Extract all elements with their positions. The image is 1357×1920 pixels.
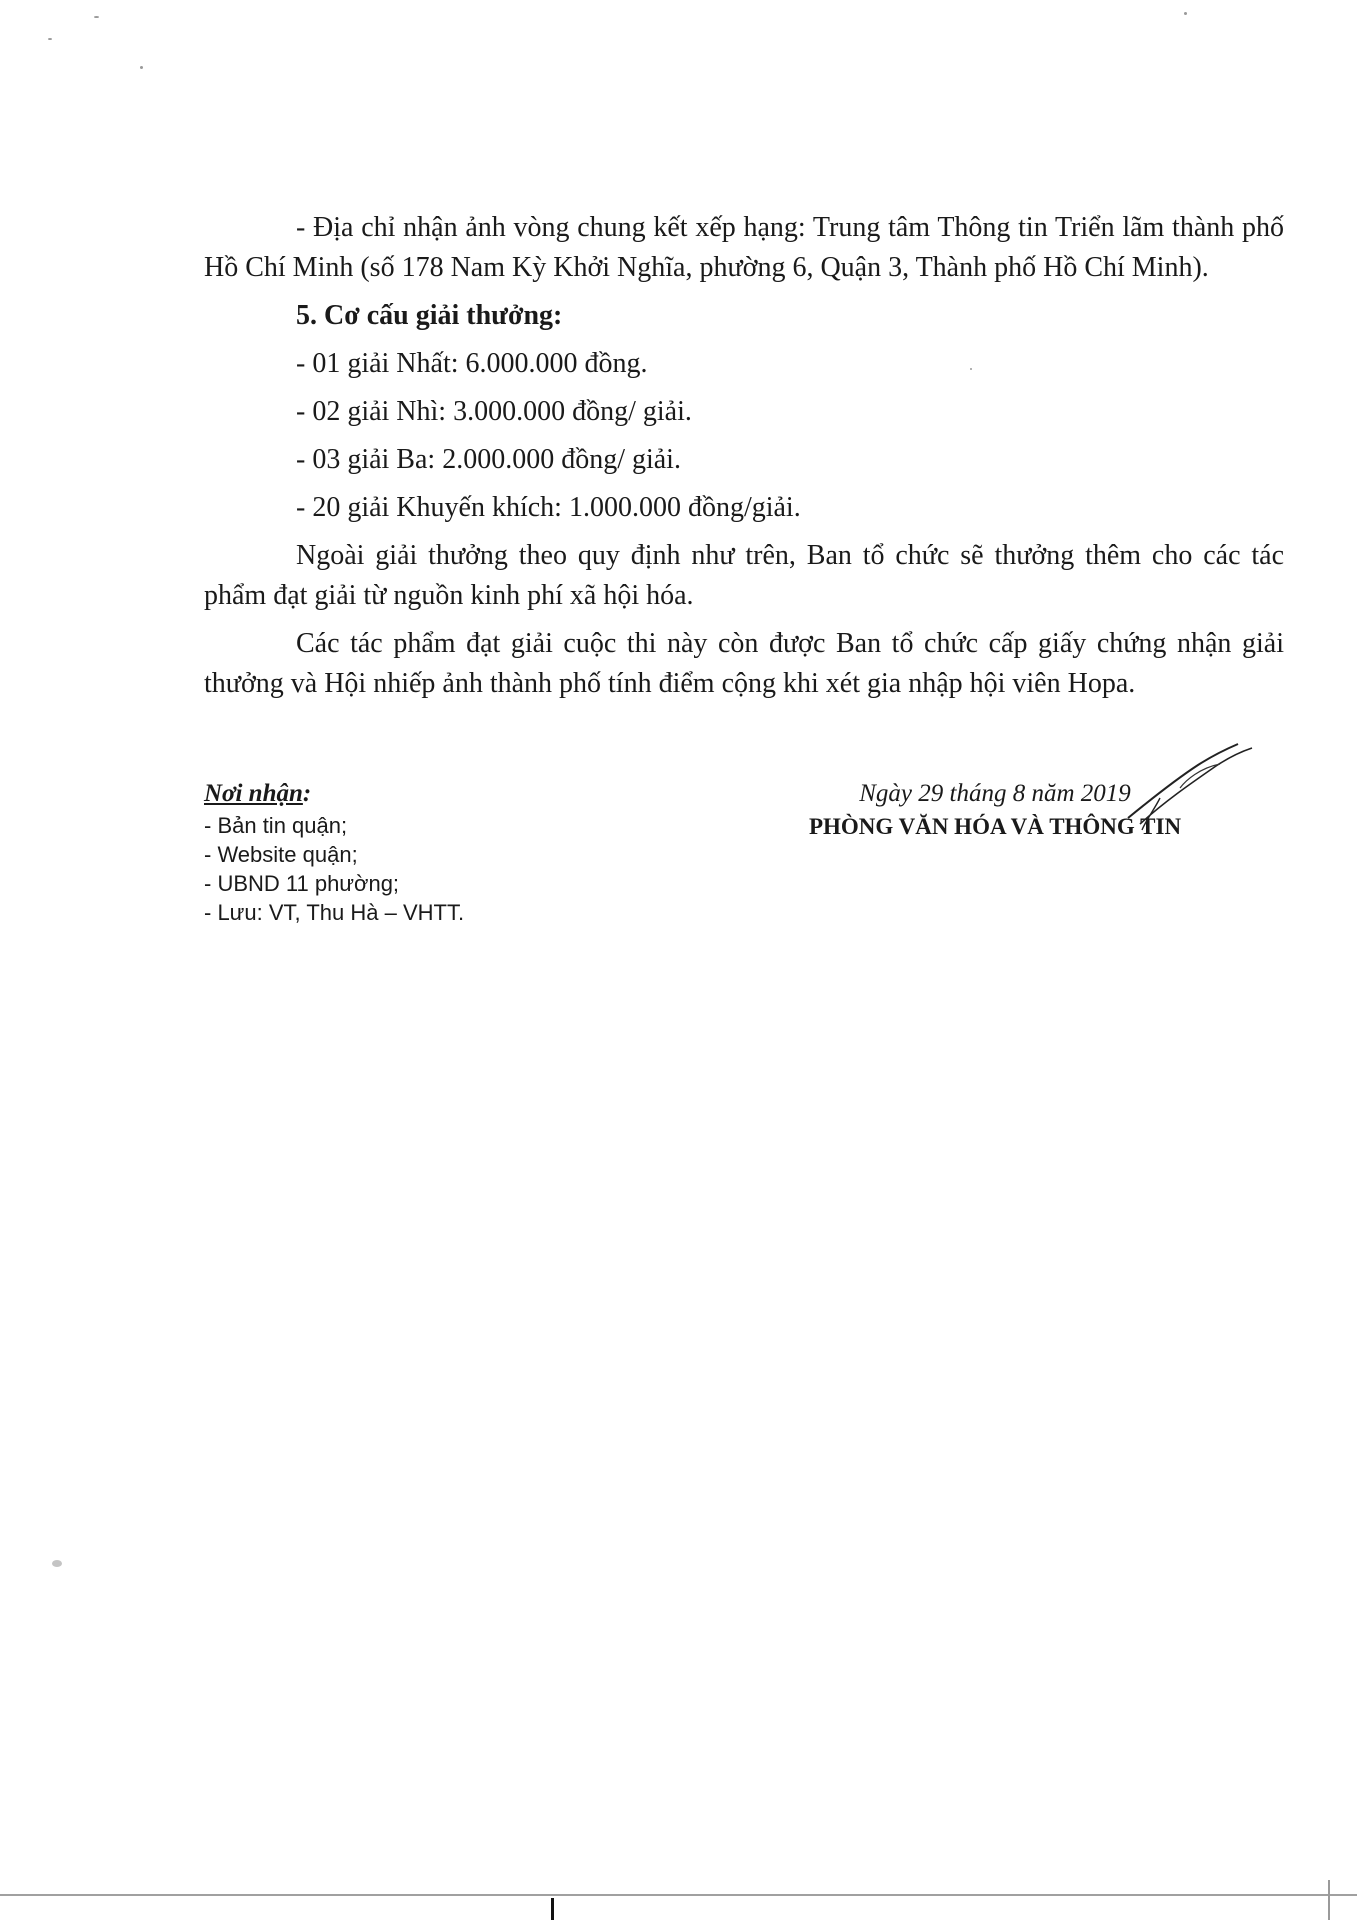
scan-speck bbox=[1184, 12, 1187, 15]
scan-center-mark bbox=[551, 1898, 554, 1920]
recipient-item: - Lưu: VT, Thu Hà – VHTT. bbox=[204, 900, 465, 925]
prize-structure-heading: 5. Cơ cấu giải thưởng: bbox=[296, 300, 563, 331]
scan-edge-mark bbox=[1328, 1880, 1330, 1920]
prize-first: - 01 giải Nhất: 6.000.000 đồng. bbox=[296, 348, 648, 379]
signature-date: Ngày 29 tháng 8 năm 2019 bbox=[859, 780, 1131, 807]
recipient-item: - UBND 11 phường; bbox=[204, 871, 400, 896]
scan-speck bbox=[970, 368, 972, 370]
scan-border-line bbox=[0, 1894, 1357, 1896]
prize-third: - 03 giải Ba: 2.000.000 đồng/ giải. bbox=[296, 444, 681, 475]
recipient-item: - Website quận; bbox=[204, 842, 358, 867]
scan-speck bbox=[48, 38, 52, 40]
prize-encouragement: - 20 giải Khuyến khích: 1.000.000 đồng/giải. bbox=[296, 492, 801, 523]
signature-department: PHÒNG VĂN HÓA VÀ THÔNG TIN bbox=[808, 814, 1182, 839]
recipients-block bbox=[204, 778, 604, 927]
recipient-item: - Bản tin quận; bbox=[204, 813, 348, 838]
signature-scribble bbox=[1120, 740, 1260, 840]
recipients-title: Nơi nhận: bbox=[204, 780, 312, 807]
address-paragraph: - Địa chỉ nhận ảnh vòng chung kết xếp hạng: Trung tâm Thông tin Triển lãm thành phố Hồ Chí Minh (số 178 Nam Kỳ Khởi Nghĩa, phường 6, Quận 3, Thành phố Hồ Chí Minh). bbox=[204, 212, 1284, 283]
scan-speck bbox=[52, 1560, 62, 1567]
scan-speck bbox=[140, 66, 143, 69]
certificate-paragraph: Các tác phẩm đạt giải cuộc thi này còn được Ban tổ chức cấp giấy chứng nhận giải thưởng và Hội nhiếp ảnh thành phố tính điểm cộng khi xét gia nhập hội viên Hopa. bbox=[204, 628, 1284, 699]
document-body bbox=[204, 208, 1284, 704]
extra-reward-paragraph: Ngoài giải thưởng theo quy định như trên, Ban tổ chức sẽ thưởng thêm cho các tác phẩm đạt giải từ nguồn kinh phí xã hội hóa. bbox=[204, 540, 1284, 611]
scan-speck bbox=[94, 16, 99, 18]
prize-second: - 02 giải Nhì: 3.000.000 đồng/ giải. bbox=[296, 396, 692, 427]
